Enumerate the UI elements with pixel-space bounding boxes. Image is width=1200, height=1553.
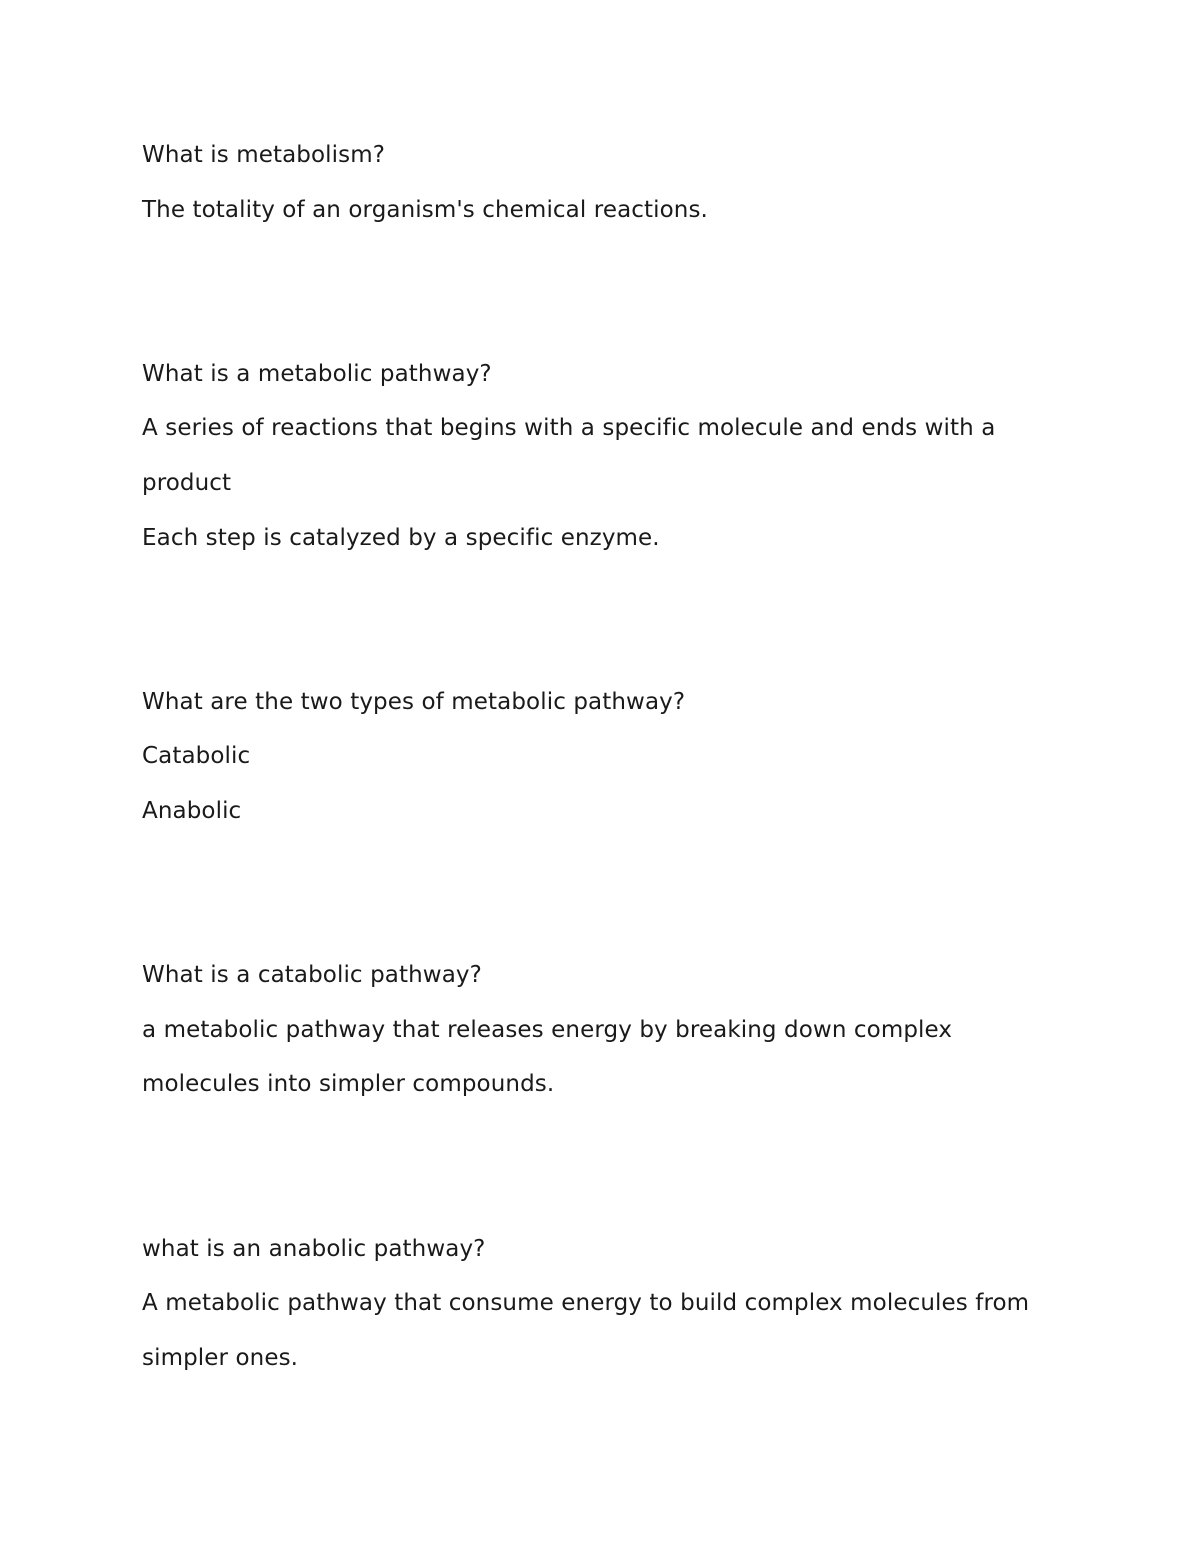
answer-3-line-1: Catabolic [142,743,251,769]
question-4: What is a catabolic pathway? [142,962,482,988]
question-3: What are the two types of metabolic pathway? [142,689,686,715]
question-5: what is an anabolic pathway? [142,1236,486,1262]
answer-3-line-2: Anabolic [142,798,242,824]
answer-2-line-1: A series of reactions that begins with a specific molecule and ends with a [142,415,996,441]
answer-4-line-1: a metabolic pathway that releases energy by breaking down complex [142,1017,953,1043]
answer-4-line-2: molecules into simpler compounds. [142,1071,555,1097]
question-2: What is a metabolic pathway? [142,361,492,387]
question-1: What is metabolism? [142,142,386,168]
answer-1-line-1: The totality of an organism's chemical reactions. [142,197,708,223]
answer-2-line-2: product [142,470,232,496]
answer-5-line-1: A metabolic pathway that consume energy to build complex molecules from [142,1290,1030,1316]
answer-5-line-2: simpler ones. [142,1345,299,1371]
answer-2-line-3: Each step is catalyzed by a specific enzyme. [142,525,660,551]
